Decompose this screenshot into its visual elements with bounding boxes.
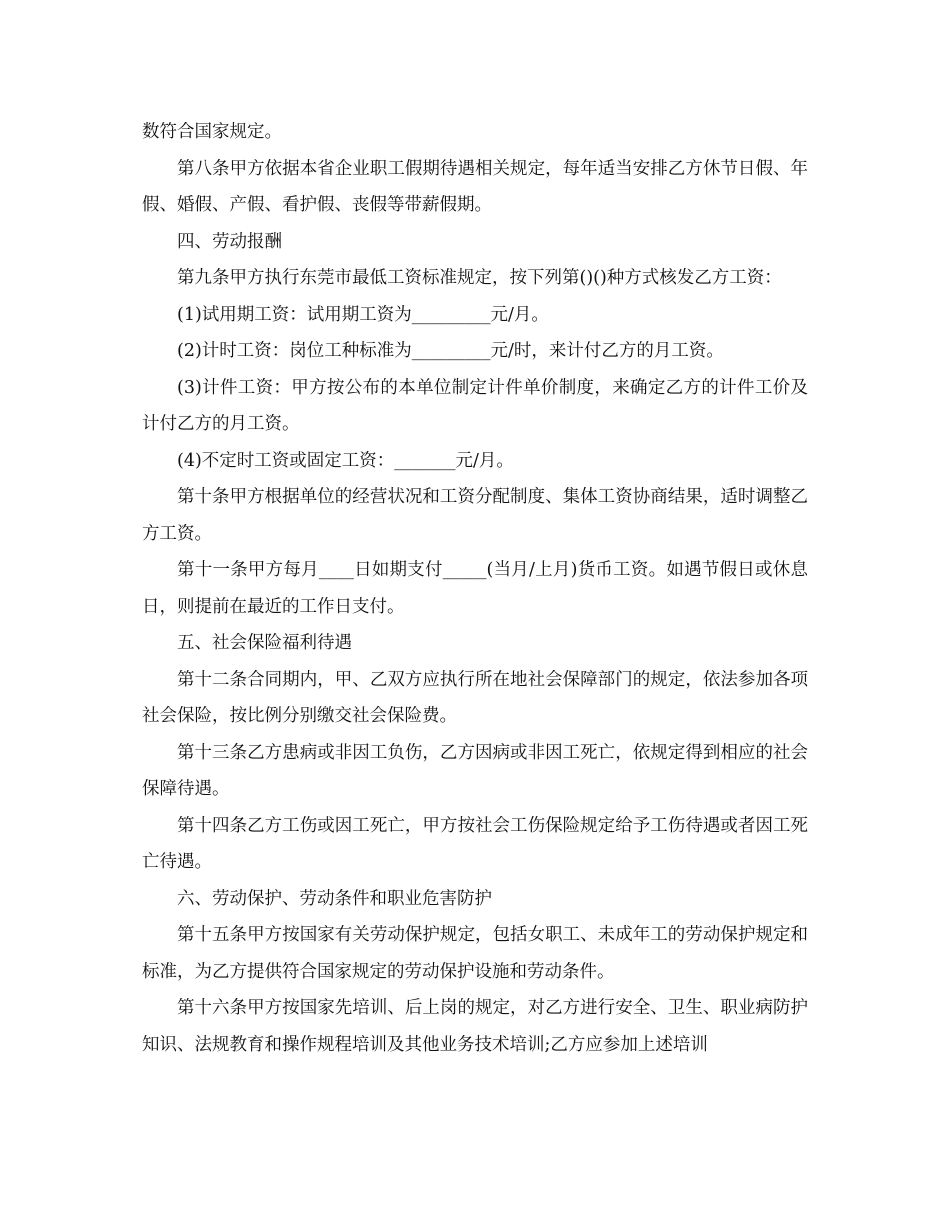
paragraph-item-2: (2)计时工资：岗位工种标准为_________元/时，来计付乙方的月工资。 bbox=[177, 341, 724, 361]
paragraph-continuation: 数符合国家规定。 bbox=[142, 122, 282, 142]
paragraph-article-8: 第八条甲方依据本省企业职工假期待遇相关规定，每年适当安排乙方休节日假、年假、婚假、产假、看护假、丧假等带薪假期。 bbox=[142, 158, 808, 215]
paragraph-article-15: 第十五条甲方按国家有关劳动保护规定，包括女职工、未成年工的劳动保护规定和标准，为乙方提供符合国家规定的劳动保护设施和劳动条件。 bbox=[142, 925, 808, 982]
paragraph-item-1: (1)试用期工资：试用期工资为_________元/月。 bbox=[177, 304, 549, 325]
paragraph-article-12: 第十二条合同期内，甲、乙双方应执行所在地社会保障部门的规定，依法参加各项社会保险，按比例分别缴交社会保险费。 bbox=[142, 669, 808, 726]
paragraph-article-13: 第十三条乙方患病或非因工负伤，乙方因病或非因工死亡，依规定得到相应的社会保障待遇。 bbox=[142, 742, 808, 799]
section-heading-social-insurance: 五、社会保险福利待遇 bbox=[177, 633, 352, 653]
paragraph-item-3: (3)计件工资：甲方按公布的本单位制定计件单价制度，来确定乙方的计件工价及计付乙方的月工资。 bbox=[142, 377, 808, 434]
paragraph-article-11: 第十一条甲方每月____日如期支付_____(当月/上月)货币工资。如遇节假日或休息日，则提前在最近的工作日支付。 bbox=[142, 560, 808, 617]
paragraph-article-14: 第十四条乙方工伤或因工死亡，甲方按社会工伤保险规定给予工伤待遇或者因工死亡待遇。 bbox=[142, 815, 808, 872]
section-heading-labor-remuneration: 四、劳动报酬 bbox=[177, 231, 282, 252]
section-heading-labor-protection: 六、劳动保护、劳动条件和职业危害防护 bbox=[177, 888, 492, 909]
paragraph-article-16: 第十六条甲方按国家先培训、后上岗的规定，对乙方进行安全、卫生、职业病防护知识、法规教育和操作规程培训及其他业务技术培训;乙方应参加上述培训 bbox=[142, 998, 808, 1055]
paragraph-article-9: 第九条甲方执行东莞市最低工资标准规定，按下列第()()种方式核发乙方工资： bbox=[177, 268, 782, 288]
paragraph-article-10: 第十条甲方根据单位的经营状况和工资分配制度、集体工资协商结果，适时调整乙方工资。 bbox=[142, 487, 808, 544]
paragraph-item-4: (4)不定时工资或固定工资：_______元/月。 bbox=[177, 450, 514, 471]
document-body bbox=[142, 114, 808, 1063]
